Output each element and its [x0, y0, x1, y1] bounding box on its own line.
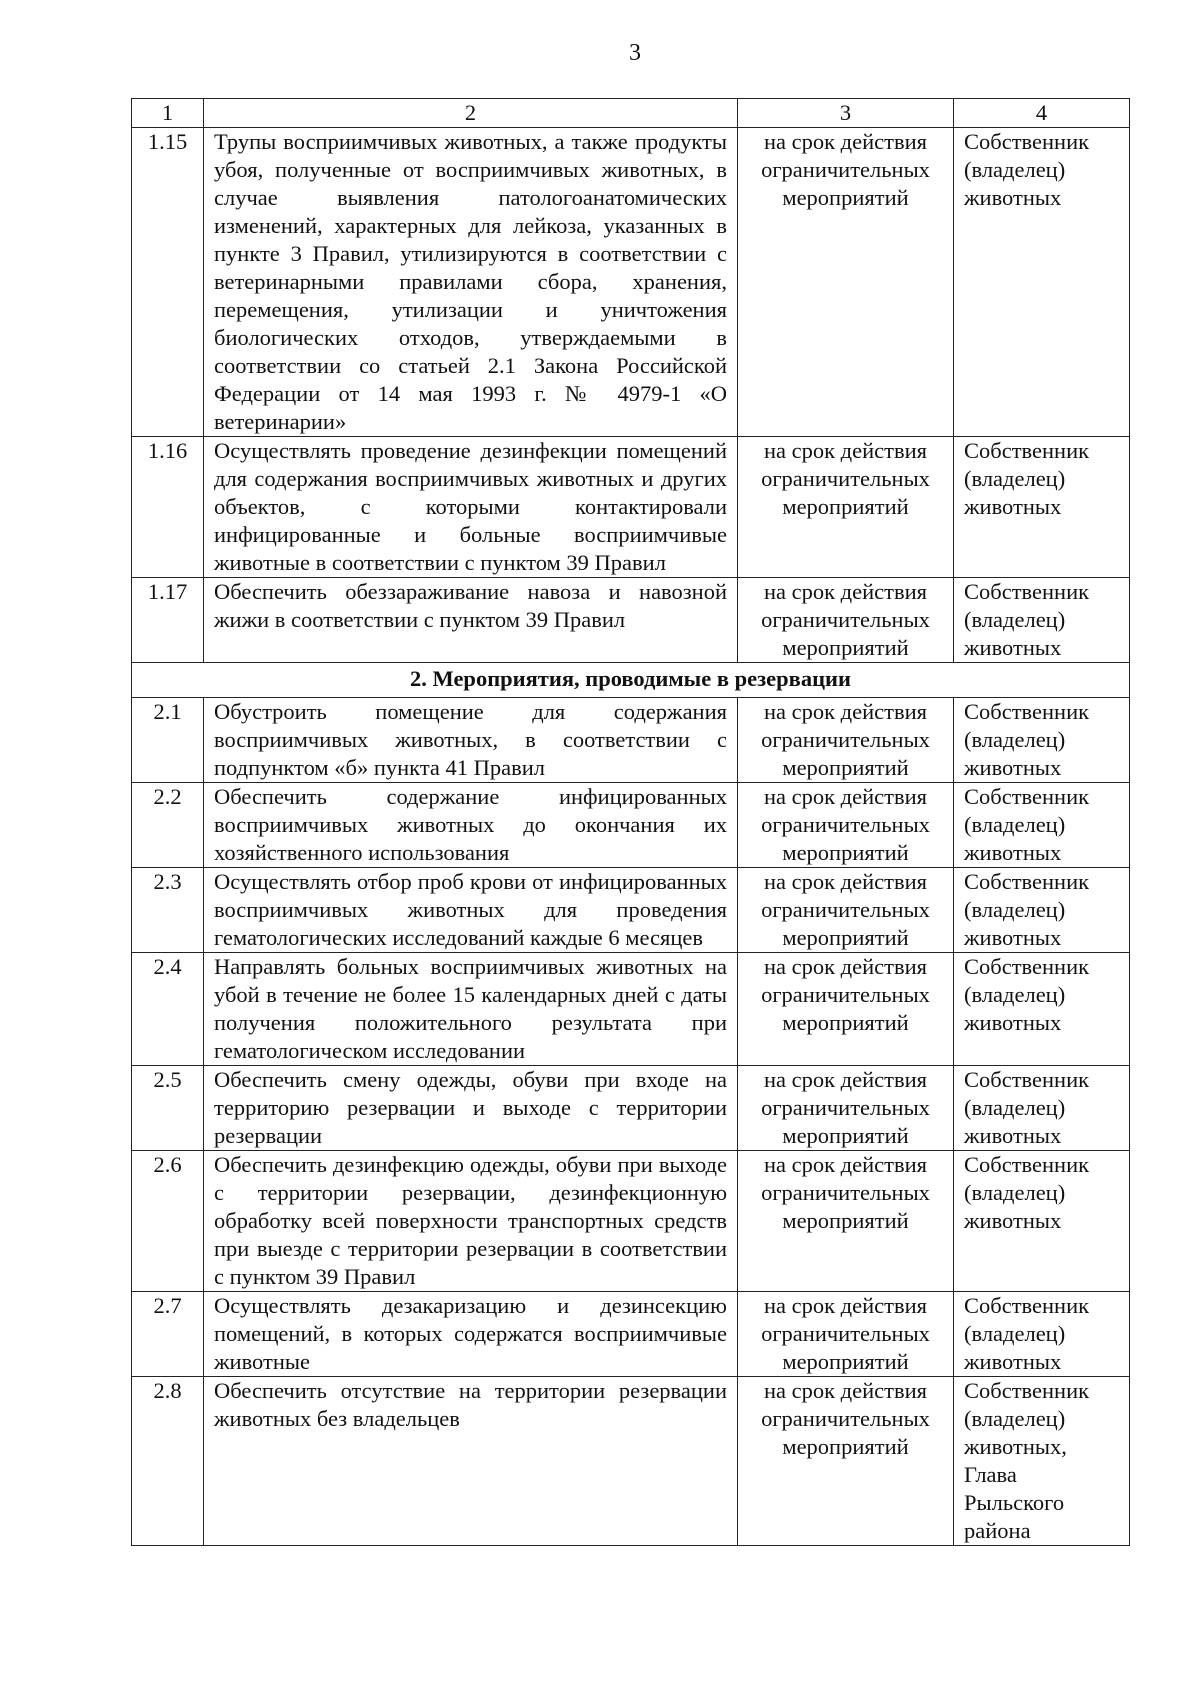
section-header-row: [132, 663, 1130, 698]
row-text: Трупы восприимчивых животных, а также продукты убоя, полученные от восприимчивых животных, в случае выявления патологоанатомических изменений, характерных для лейкоза, указанных в пункте 3 Правил, утилизируются в соответствии с ветеринарными правилами сбора, хранения, перемещения, утилизации и уничтожения биологических отходов, утверждаемыми в соответствии со статьей 2.1 Закона Российской Федерации от 14 мая 1993 г. № 4979-1 «О ветеринарии»: [204, 128, 738, 437]
row-term: на срок действия ограничительных мероприятий: [738, 953, 954, 1066]
header-col-3: 3: [738, 99, 954, 128]
table-row: [132, 1292, 1130, 1377]
row-number: 1.17: [132, 578, 204, 663]
row-number: 2.5: [132, 1066, 204, 1151]
row-number: 2.8: [132, 1377, 204, 1546]
row-text: Обеспечить содержание инфицированных восприимчивых животных до окончания их хозяйственного использования: [204, 783, 738, 868]
table-row: [132, 1377, 1130, 1546]
table-header-row: [132, 99, 1130, 128]
table-row: [132, 128, 1130, 437]
table-row: [132, 953, 1130, 1066]
row-responsible: Собственник (владелец) животных: [954, 698, 1130, 783]
measures-table: [131, 98, 1130, 1546]
table-row: [132, 437, 1130, 578]
row-term: на срок действия ограничительных мероприятий: [738, 1292, 954, 1377]
row-text: Обеспечить смену одежды, обуви при входе на территорию резервации и выходе с территории резервации: [204, 1066, 738, 1151]
header-col-4: 4: [954, 99, 1130, 128]
row-term: на срок действия ограничительных мероприятий: [738, 128, 954, 437]
row-responsible: Собственник (владелец) животных: [954, 1066, 1130, 1151]
row-text: Обустроить помещение для содержания восприимчивых животных, в соответствии с подпунктом «б» пункта 41 Правил: [204, 698, 738, 783]
table-row: [132, 578, 1130, 663]
header-col-2: 2: [204, 99, 738, 128]
table-row: [132, 1066, 1130, 1151]
row-number: 2.6: [132, 1151, 204, 1292]
table-row: [132, 868, 1130, 953]
table-row: [132, 698, 1130, 783]
header-col-1: 1: [132, 99, 204, 128]
row-responsible: Собственник (владелец) животных: [954, 1151, 1130, 1292]
row-number: 2.7: [132, 1292, 204, 1377]
row-responsible: Собственник (владелец) животных: [954, 1292, 1130, 1377]
row-number: 2.2: [132, 783, 204, 868]
row-text: Обеспечить отсутствие на территории резервации животных без владельцев: [204, 1377, 738, 1546]
row-responsible: Собственник (владелец) животных: [954, 578, 1130, 663]
row-text: Обеспечить дезинфекцию одежды, обуви при выходе с территории резервации, дезинфекционную обработку всей поверхности транспортных средств при выезде с территории резервации в соответствии с пунктом 39 Правил: [204, 1151, 738, 1292]
row-text: Осуществлять дезакаризацию и дезинсекцию помещений, в которых содержатся восприимчивые животные: [204, 1292, 738, 1377]
row-responsible: Собственник (владелец) животных: [954, 783, 1130, 868]
row-responsible: Собственник (владелец) животных: [954, 128, 1130, 437]
row-number: 1.16: [132, 437, 204, 578]
table-row: [132, 783, 1130, 868]
row-term: на срок действия ограничительных мероприятий: [738, 1066, 954, 1151]
row-term: на срок действия ограничительных мероприятий: [738, 578, 954, 663]
row-text: Осуществлять проведение дезинфекции помещений для содержания восприимчивых животных и других объектов, с которыми контактировали инфицированные и больные восприимчивые животные в соответствии с пунктом 39 Правил: [204, 437, 738, 578]
section-title: 2. Мероприятия, проводимые в резервации: [132, 663, 1130, 698]
row-responsible: Собственник (владелец) животных: [954, 953, 1130, 1066]
table-row: [132, 1151, 1130, 1292]
row-responsible: Собственник (владелец) животных, Глава Рыльского района: [954, 1377, 1130, 1546]
row-responsible: Собственник (владелец) животных: [954, 437, 1130, 578]
row-term: на срок действия ограничительных мероприятий: [738, 698, 954, 783]
row-number: 1.15: [132, 128, 204, 437]
row-term: на срок действия ограничительных мероприятий: [738, 1377, 954, 1546]
row-term: на срок действия ограничительных мероприятий: [738, 783, 954, 868]
row-term: на срок действия ограничительных мероприятий: [738, 437, 954, 578]
row-number: 2.4: [132, 953, 204, 1066]
row-responsible: Собственник (владелец) животных: [954, 868, 1130, 953]
row-number: 2.3: [132, 868, 204, 953]
row-number: 2.1: [132, 698, 204, 783]
row-term: на срок действия ограничительных мероприятий: [738, 1151, 954, 1292]
row-text: Обеспечить обеззараживание навоза и навозной жижи в соответствии с пунктом 39 Правил: [204, 578, 738, 663]
row-text: Направлять больных восприимчивых животных на убой в течение не более 15 календарных дней с даты получения положительного результата при гематологическом исследовании: [204, 953, 738, 1066]
row-term: на срок действия ограничительных мероприятий: [738, 868, 954, 953]
row-text: Осуществлять отбор проб крови от инфицированных восприимчивых животных для проведения гематологических исследований каждые 6 месяцев: [204, 868, 738, 953]
page-number: 3: [629, 40, 641, 66]
